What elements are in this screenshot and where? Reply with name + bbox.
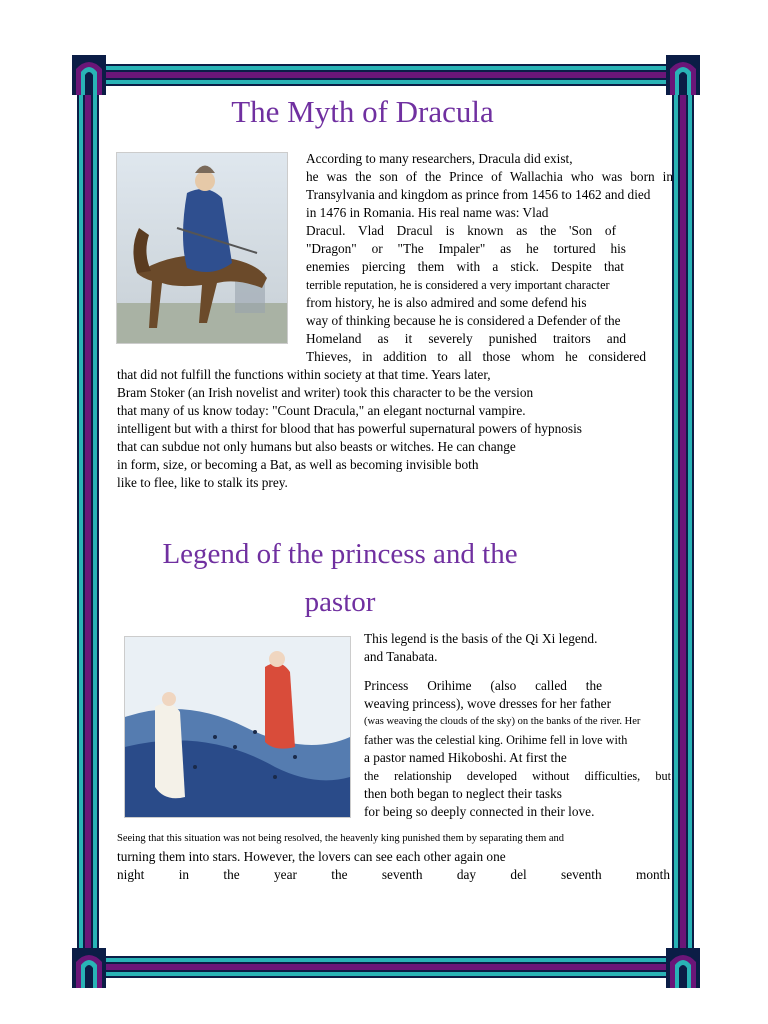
section2-intro (364, 630, 664, 666)
s1-wrap-line: way of thinking because he is considered a Defender of the (306, 313, 621, 328)
s1-wrap-line: he was the son of the Prince of Wallachia who was born in (306, 169, 673, 184)
s2-full-line: Seeing that this situation was not being resolved, the heavenly king punished them by separating them and (117, 833, 565, 844)
section2-title-line1: Legend of the princess and the (162, 538, 518, 570)
s1-wrap-line: Homeland as it severely punished traitors and (306, 331, 626, 346)
s2-wrap-line: then both began to neglect their tasks (364, 786, 562, 801)
frame-right-border (672, 94, 694, 950)
s2-wrap-line: Princess Orihime (also called the (364, 678, 602, 693)
s1-full-line: that many of us know today: "Count Dracula," an elegant nocturnal vampire. (117, 403, 526, 418)
s1-wrap-line: from history, he is also admired and some defend his (306, 295, 587, 310)
s1-full-line: that can subdue not only humans but also beasts or witches. He can change (117, 439, 516, 454)
section1-full-paragraph (117, 366, 667, 492)
s1-full-line: in form, size, or becoming a Bat, as well as becoming invisible both (117, 457, 479, 472)
legend-image (124, 636, 351, 818)
s1-wrap-line: Thieves, in addition to all those whom he considered (306, 349, 646, 364)
s1-wrap-line: enemies piercing them with a stick. Despite that (306, 259, 624, 274)
section2-wrapped-paragraph (364, 677, 674, 821)
s2-wrap-line: weaving princess), wove dresses for her father (364, 696, 612, 711)
s1-wrap-line: Transylvania and kingdom as prince from 1456 to 1462 and died (306, 187, 651, 202)
frame-corner-top-left-icon (72, 55, 106, 95)
frame-corner-bottom-right-icon (666, 948, 700, 988)
s1-full-line: intelligent but with a thirst for blood that has powerful supernatural powers of hypnosis (117, 421, 582, 436)
frame-top-border (96, 64, 672, 86)
s1-wrap-line: Dracul. Vlad Dracul is known as the 'Son of (306, 223, 616, 238)
section1-title: The Myth of Dracula (231, 94, 494, 129)
s2-full-line: turning them into stars. However, the lovers can see each other again one (117, 849, 506, 864)
s2-intro-line: and Tanabata. (364, 649, 438, 664)
frame-corner-top-right-icon (666, 55, 700, 95)
s2-wrap-line: father was the celestial king. Orihime fell in love with (364, 733, 628, 747)
s2-intro-line: This legend is the basis of the Qi Xi legend. (364, 631, 598, 646)
s1-wrap-line: According to many researchers, Dracula did exist, (306, 151, 573, 166)
section1-wrapped-paragraph (306, 150, 673, 366)
section2-full-paragraph (117, 830, 672, 884)
s2-wrap-line: a pastor named Hikoboshi. At first the (364, 750, 567, 765)
s2-wrap-line: the relationship developed without difficulties, but (364, 769, 671, 783)
frame-left-border (77, 94, 99, 950)
s1-wrap-line: "Dragon" or "The Impaler" as he tortured his (306, 241, 626, 256)
s2-wrap-line: for being so deeply connected in their love. (364, 804, 595, 819)
s1-full-line: that did not fulfill the functions within society at that time. Years later, (117, 367, 491, 382)
s1-wrap-line: in 1476 in Romania. His real name was: Vlad (306, 205, 549, 220)
frame-bottom-border (96, 956, 672, 978)
s2-full-line: night in the year the seventh day del seventh month (117, 867, 670, 882)
s1-wrap-line: terrible reputation, he is considered a very important character (306, 278, 610, 292)
s1-full-line: Bram Stoker (an Irish novelist and writer) took this character to be the version (117, 385, 534, 400)
section2-title-line2: pastor (304, 586, 376, 618)
frame-corner-bottom-left-icon (72, 948, 106, 988)
dracula-image (116, 152, 288, 344)
s1-full-line: like to flee, like to stalk its prey. (117, 475, 288, 490)
section2-title (120, 530, 560, 626)
s2-wrap-line: (was weaving the clouds of the sky) on the banks of the river. Her (364, 716, 641, 727)
